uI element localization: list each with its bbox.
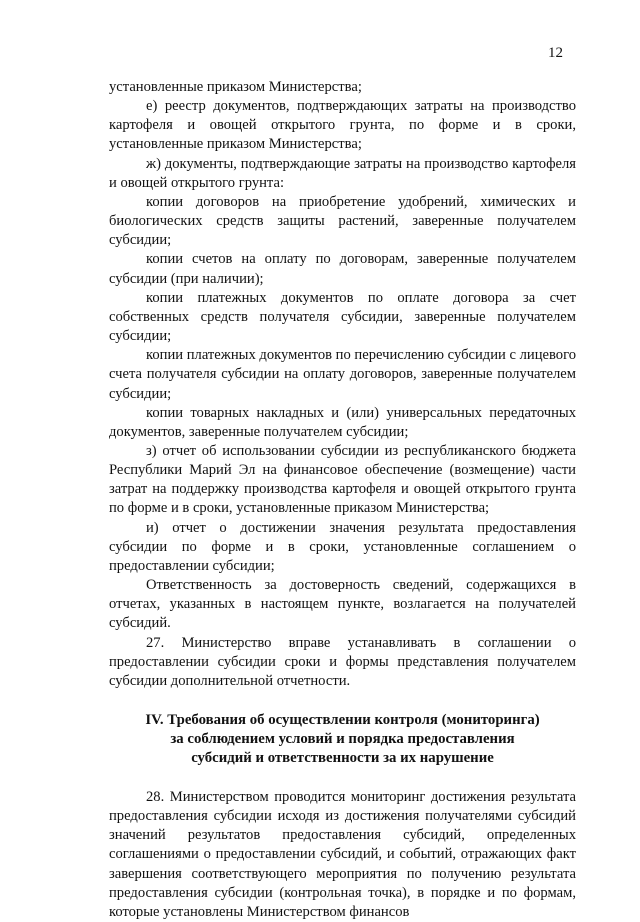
paragraph: 27. Министерство вправе устанавливать в соглашении о предоставлении субсидии сроки и формы представления получателем субсидии дополнительной отчетности. (109, 634, 576, 689)
paragraph: 28. Министерством проводится мониторинг достижения результата предоставления субсидии исходя из достижения получателями субсидий значений результатов предоставления субсидий, определенных соглашениями о предоставлении субсидий, и событий, отражающих факт завершения соответствующего мероприятия по получению результата предоставления субсидии (контрольная точка), в порядке и по формам, которые установлены Министерством финансов (109, 789, 576, 920)
section-heading-line: за соблюдением условий и порядка предоставления (170, 731, 515, 747)
paragraph: копии договоров на приобретение удобрений, химических и биологических средств защиты растений, заверенные получателем субсидии; (109, 193, 576, 249)
paragraph: установленные приказом Министерства; (109, 79, 362, 95)
paragraph: копии счетов на оплату по договорам, заверенные получателем субсидии (при наличии); (109, 251, 576, 287)
paragraph: Ответственность за достоверность сведений, содержащихся в отчетах, указанных в настоящем пункте, возлагается на получателей субсидий. (109, 577, 576, 632)
section-heading-line: IV. Требования об осуществлении контроля (мониторинга) (145, 712, 540, 728)
paragraph: и) отчет о достижении значения результата предоставления субсидии по форме и в сроки, установленные соглашением о предоставлении субсидии; (109, 519, 576, 574)
section-heading-line: субсидий и ответственности за их нарушение (191, 750, 494, 766)
paragraphs-before-heading (109, 78, 576, 691)
paragraphs-after-heading (109, 788, 576, 922)
paragraph: е) реестр документов, подтверждающих затраты на производство картофеля и овощей открытого грунта, по форме и в сроки, установленные приказом Министерства; (109, 98, 576, 153)
paragraph: з) отчет об использовании субсидии из республиканского бюджета Республики Марий Эл на финансовое обеспечение (возмещение) части затрат на поддержку производства картофеля и овощей открытого грунта по форме и в сроки, установленные приказом Министерства; (109, 442, 576, 517)
document-body (109, 78, 576, 922)
paragraph: ж) документы, подтверждающие затраты на производство картофеля и овощей открытого грунта: (109, 155, 576, 191)
page-number: 12 (548, 45, 563, 61)
paragraph: копии товарных накладных и (или) универсальных передаточных документов, заверенные получателем субсидии; (109, 404, 576, 440)
section-heading (109, 711, 576, 768)
paragraph: копии платежных документов по оплате договора за счет собственных средств получателя субсидии, заверенные получателем субсидии; (109, 289, 576, 345)
paragraph: копии платежных документов по перечислению субсидии с лицевого счета получателя субсидии на оплату договоров, заверенные получателем субсидии; (109, 347, 576, 402)
